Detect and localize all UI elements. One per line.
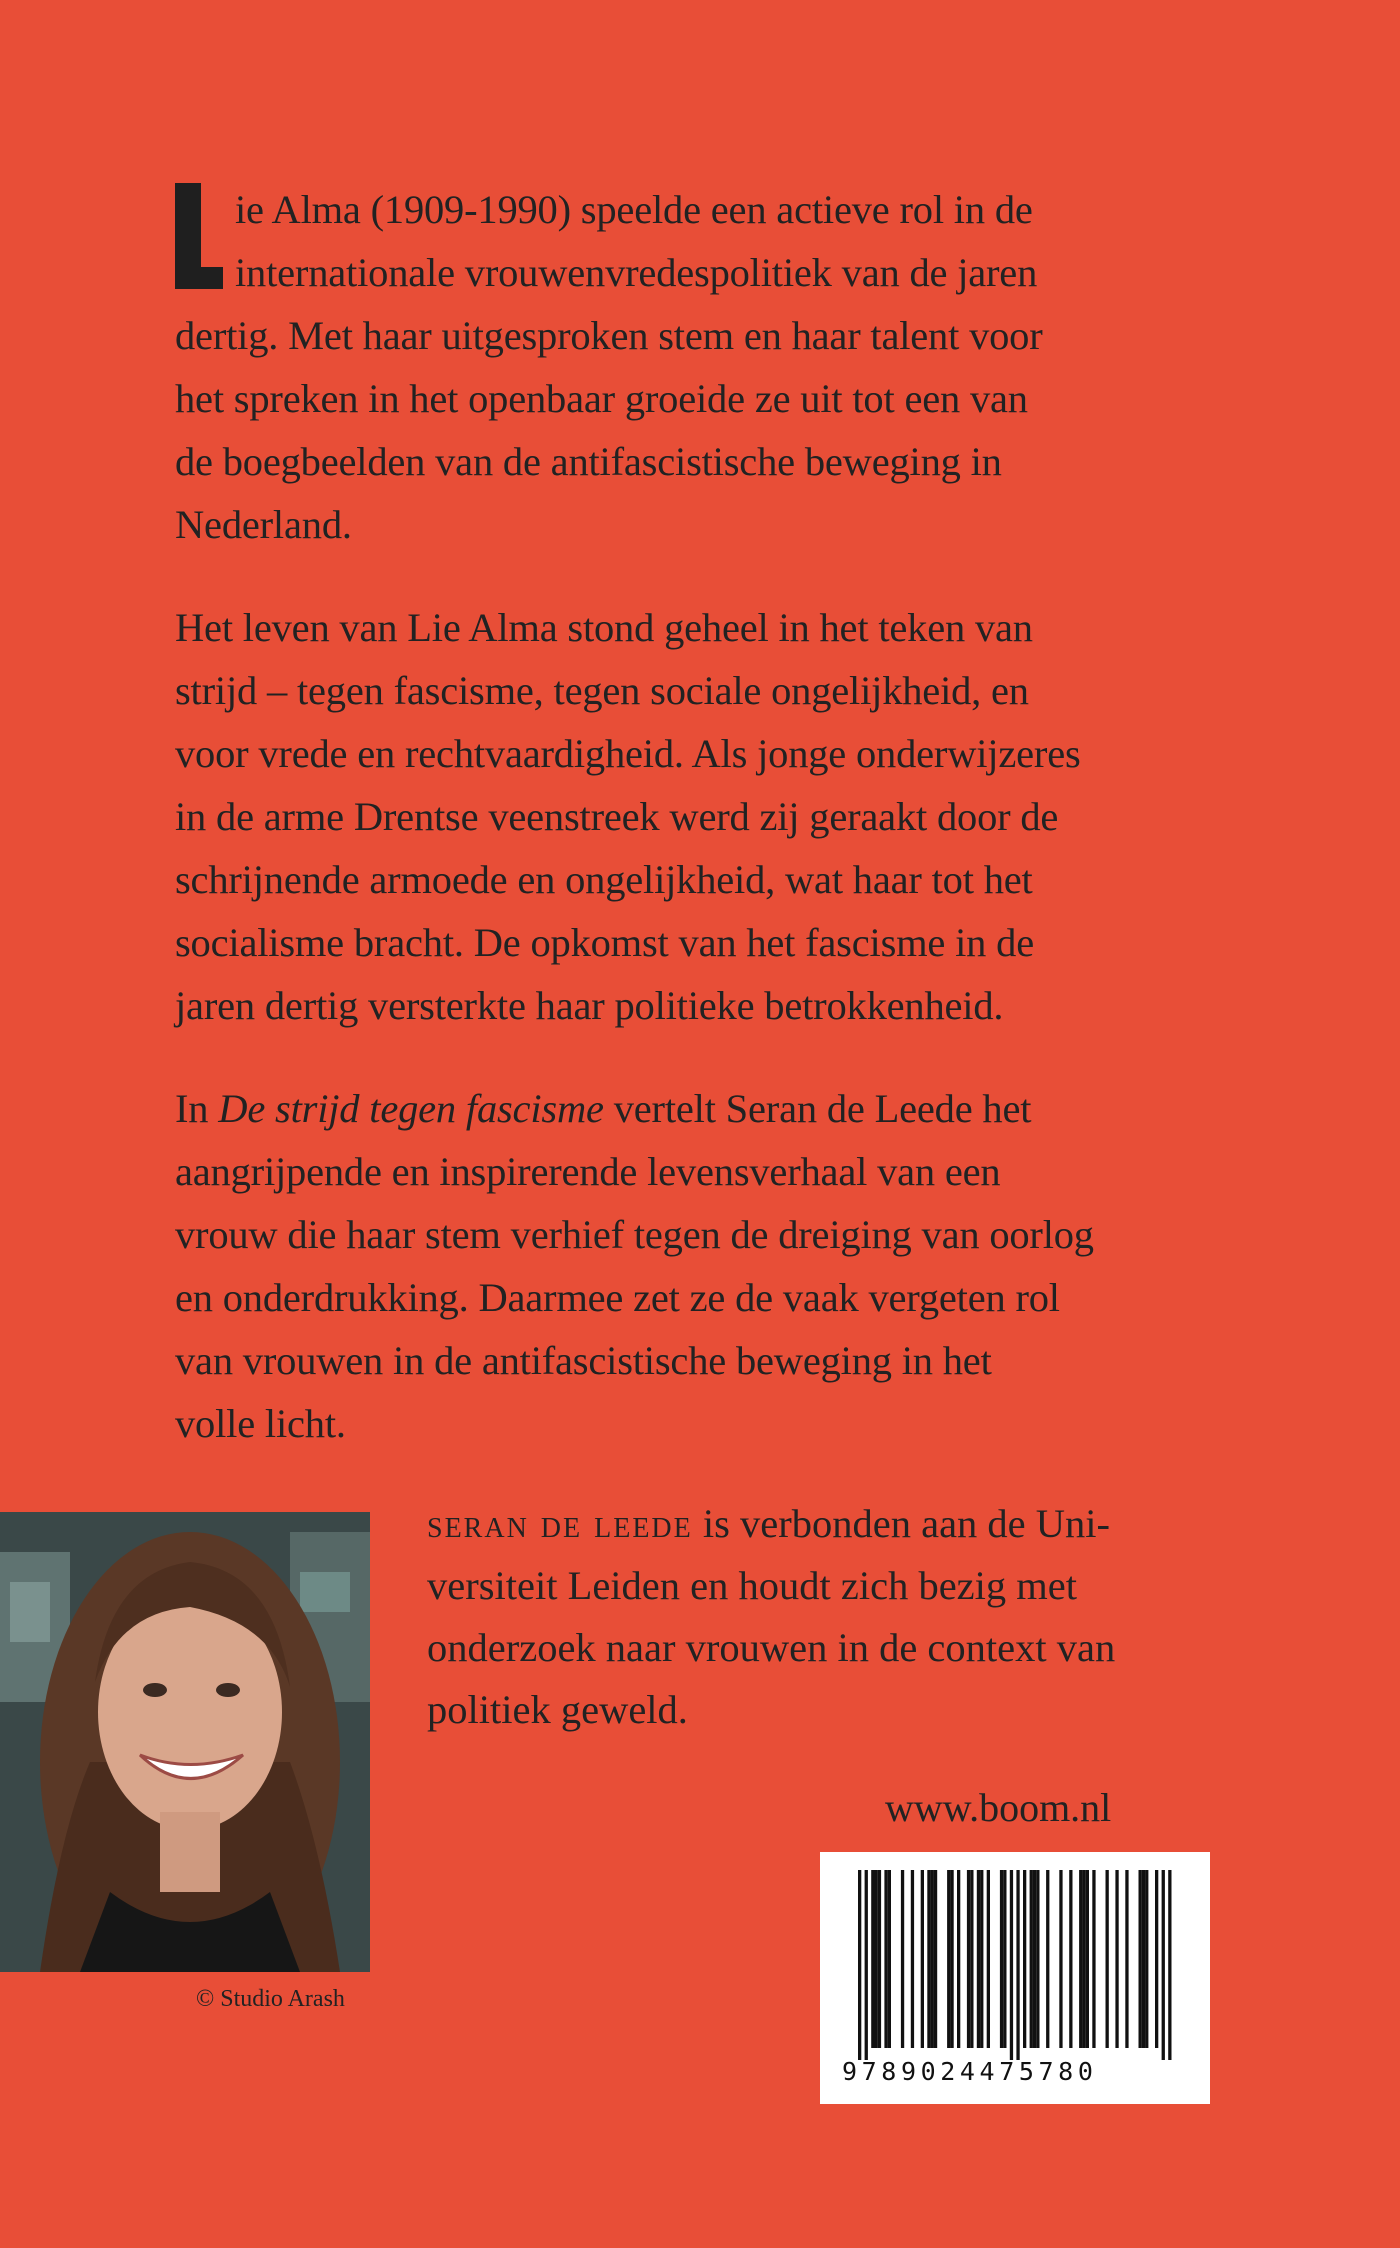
barcode-bar [858, 1870, 861, 2060]
barcode-bar [888, 1870, 891, 2048]
barcode-bar [970, 1870, 973, 2048]
barcode-bar [977, 1870, 980, 2048]
text-line: Nederland. [175, 502, 352, 547]
barcode-bar [1023, 1870, 1026, 2048]
text-line: versiteit Leiden en houdt zich bezig met [427, 1563, 1078, 1608]
barcode-bar [1139, 1870, 1142, 2048]
barcode-bar [1079, 1870, 1082, 2048]
author-photo [0, 1512, 370, 1972]
book-summary-paragraph [175, 1077, 1255, 1455]
barcode-bars [820, 1852, 1210, 2062]
text-line: schrijnende armoede en ongelijkheid, wat haar tot het [175, 857, 1033, 902]
text-line: aangrijpende en inspirerende levensverhaal van een [175, 1149, 1001, 1194]
barcode-bar [1125, 1870, 1128, 2048]
barcode-bar [1145, 1870, 1148, 2048]
barcode-bar [865, 1870, 868, 2060]
barcode-bar [987, 1870, 990, 2048]
barcode-bar [1010, 1870, 1013, 2060]
text-line: in de arme Drentse veenstreek werd zij geraakt door de [175, 794, 1059, 839]
text-line: strijd – tegen fascisme, tegen sociale ongelijkheid, en [175, 668, 1029, 713]
barcode-bar [875, 1870, 878, 2048]
text-line: voor vrede en rechtvaardigheid. Als jonge onderwijzeres [175, 731, 1081, 776]
barcode-bar [1082, 1870, 1085, 2048]
text-line [175, 1077, 1255, 1140]
barcode-bar [1106, 1870, 1109, 2048]
author-name: seran de leede [427, 1501, 693, 1546]
barcode-bar [1000, 1870, 1003, 2048]
barcode-bar [950, 1870, 953, 2048]
barcode-bar [871, 1870, 874, 2048]
text-fragment: is verbonden aan de Uni- [692, 1501, 1111, 1546]
barcode-bar [1168, 1870, 1171, 2060]
author-bio [427, 1493, 1227, 1741]
text-line: ie Alma (1909-1990) speelde een actieve rol in de [235, 187, 1033, 232]
barcode-bar [957, 1870, 960, 2048]
isbn-barcode [820, 1852, 1210, 2104]
barcode-bar [1162, 1870, 1165, 2060]
barcode-bar [911, 1870, 914, 2048]
barcode-bar [980, 1870, 983, 2048]
barcode-bar [1046, 1870, 1049, 2048]
barcode-bar [1016, 1870, 1019, 2060]
life-paragraph [175, 596, 1255, 1037]
barcode-bar [1069, 1870, 1072, 2048]
publisher-url: www.boom.nl [885, 1785, 1112, 1830]
barcode-bar [1030, 1870, 1033, 2048]
barcode-bar [921, 1870, 924, 2048]
barcode-bar [934, 1870, 937, 2048]
barcode-bar [967, 1870, 970, 2048]
barcode-bar [1155, 1870, 1158, 2048]
barcode-bar [1036, 1870, 1039, 2048]
text-line: politiek geweld. [427, 1687, 688, 1732]
barcode-bar [878, 1870, 881, 2048]
text-line: Het leven van Lie Alma stond geheel in het teken van [175, 605, 1033, 650]
text-line [427, 1493, 1227, 1555]
barcode-bar [1059, 1870, 1062, 2048]
text-line: volle licht. [175, 1401, 346, 1446]
barcode-bar [1142, 1870, 1145, 2048]
barcode-bar [931, 1870, 934, 2048]
text-line: vrouw die haar stem verhief tegen de dreiging van oorlog [175, 1212, 1094, 1257]
text-line: de boegbeelden van de antifascistische beweging in [175, 439, 1002, 484]
intro-paragraph [175, 178, 1255, 556]
isbn-digits: 9789024475780 [842, 2057, 1098, 2086]
text-line: jaren dertig versterkte haar politieke betrokkenheid. [175, 983, 1004, 1028]
text-fragment: vertelt Seran de Leede het [603, 1086, 1032, 1131]
barcode-bar [1092, 1870, 1095, 2048]
text-line: onderzoek naar vrouwen in de context van [427, 1625, 1116, 1670]
barcode-bar [927, 1870, 930, 2048]
barcode-bar [1033, 1870, 1036, 2048]
barcode-bar [1003, 1870, 1006, 2048]
barcode-bar [884, 1870, 887, 2048]
book-title: De strijd tegen fascisme [218, 1086, 604, 1131]
text-line: van vrouwen in de antifascistische beweging in het [175, 1338, 992, 1383]
text-line: dertig. Met haar uitgesproken stem en haar talent voor [175, 313, 1043, 358]
barcode-bar [1086, 1870, 1089, 2048]
barcode-bar [1115, 1870, 1118, 2048]
photo-credit: © Studio Arash [196, 1986, 345, 2012]
barcode-bar [901, 1870, 904, 2048]
text-fragment: In [175, 1086, 219, 1131]
text-line: internationale vrouwenvredespolitiek van de jaren [235, 250, 1038, 295]
barcode-bar [947, 1870, 950, 2048]
text-line: socialisme bracht. De opkomst van het fascisme in de [175, 920, 1034, 965]
text-line: en onderdrukking. Daarmee zet ze de vaak vergeten rol [175, 1275, 1060, 1320]
text-line: het spreken in het openbaar groeide ze uit tot een van [175, 376, 1028, 421]
